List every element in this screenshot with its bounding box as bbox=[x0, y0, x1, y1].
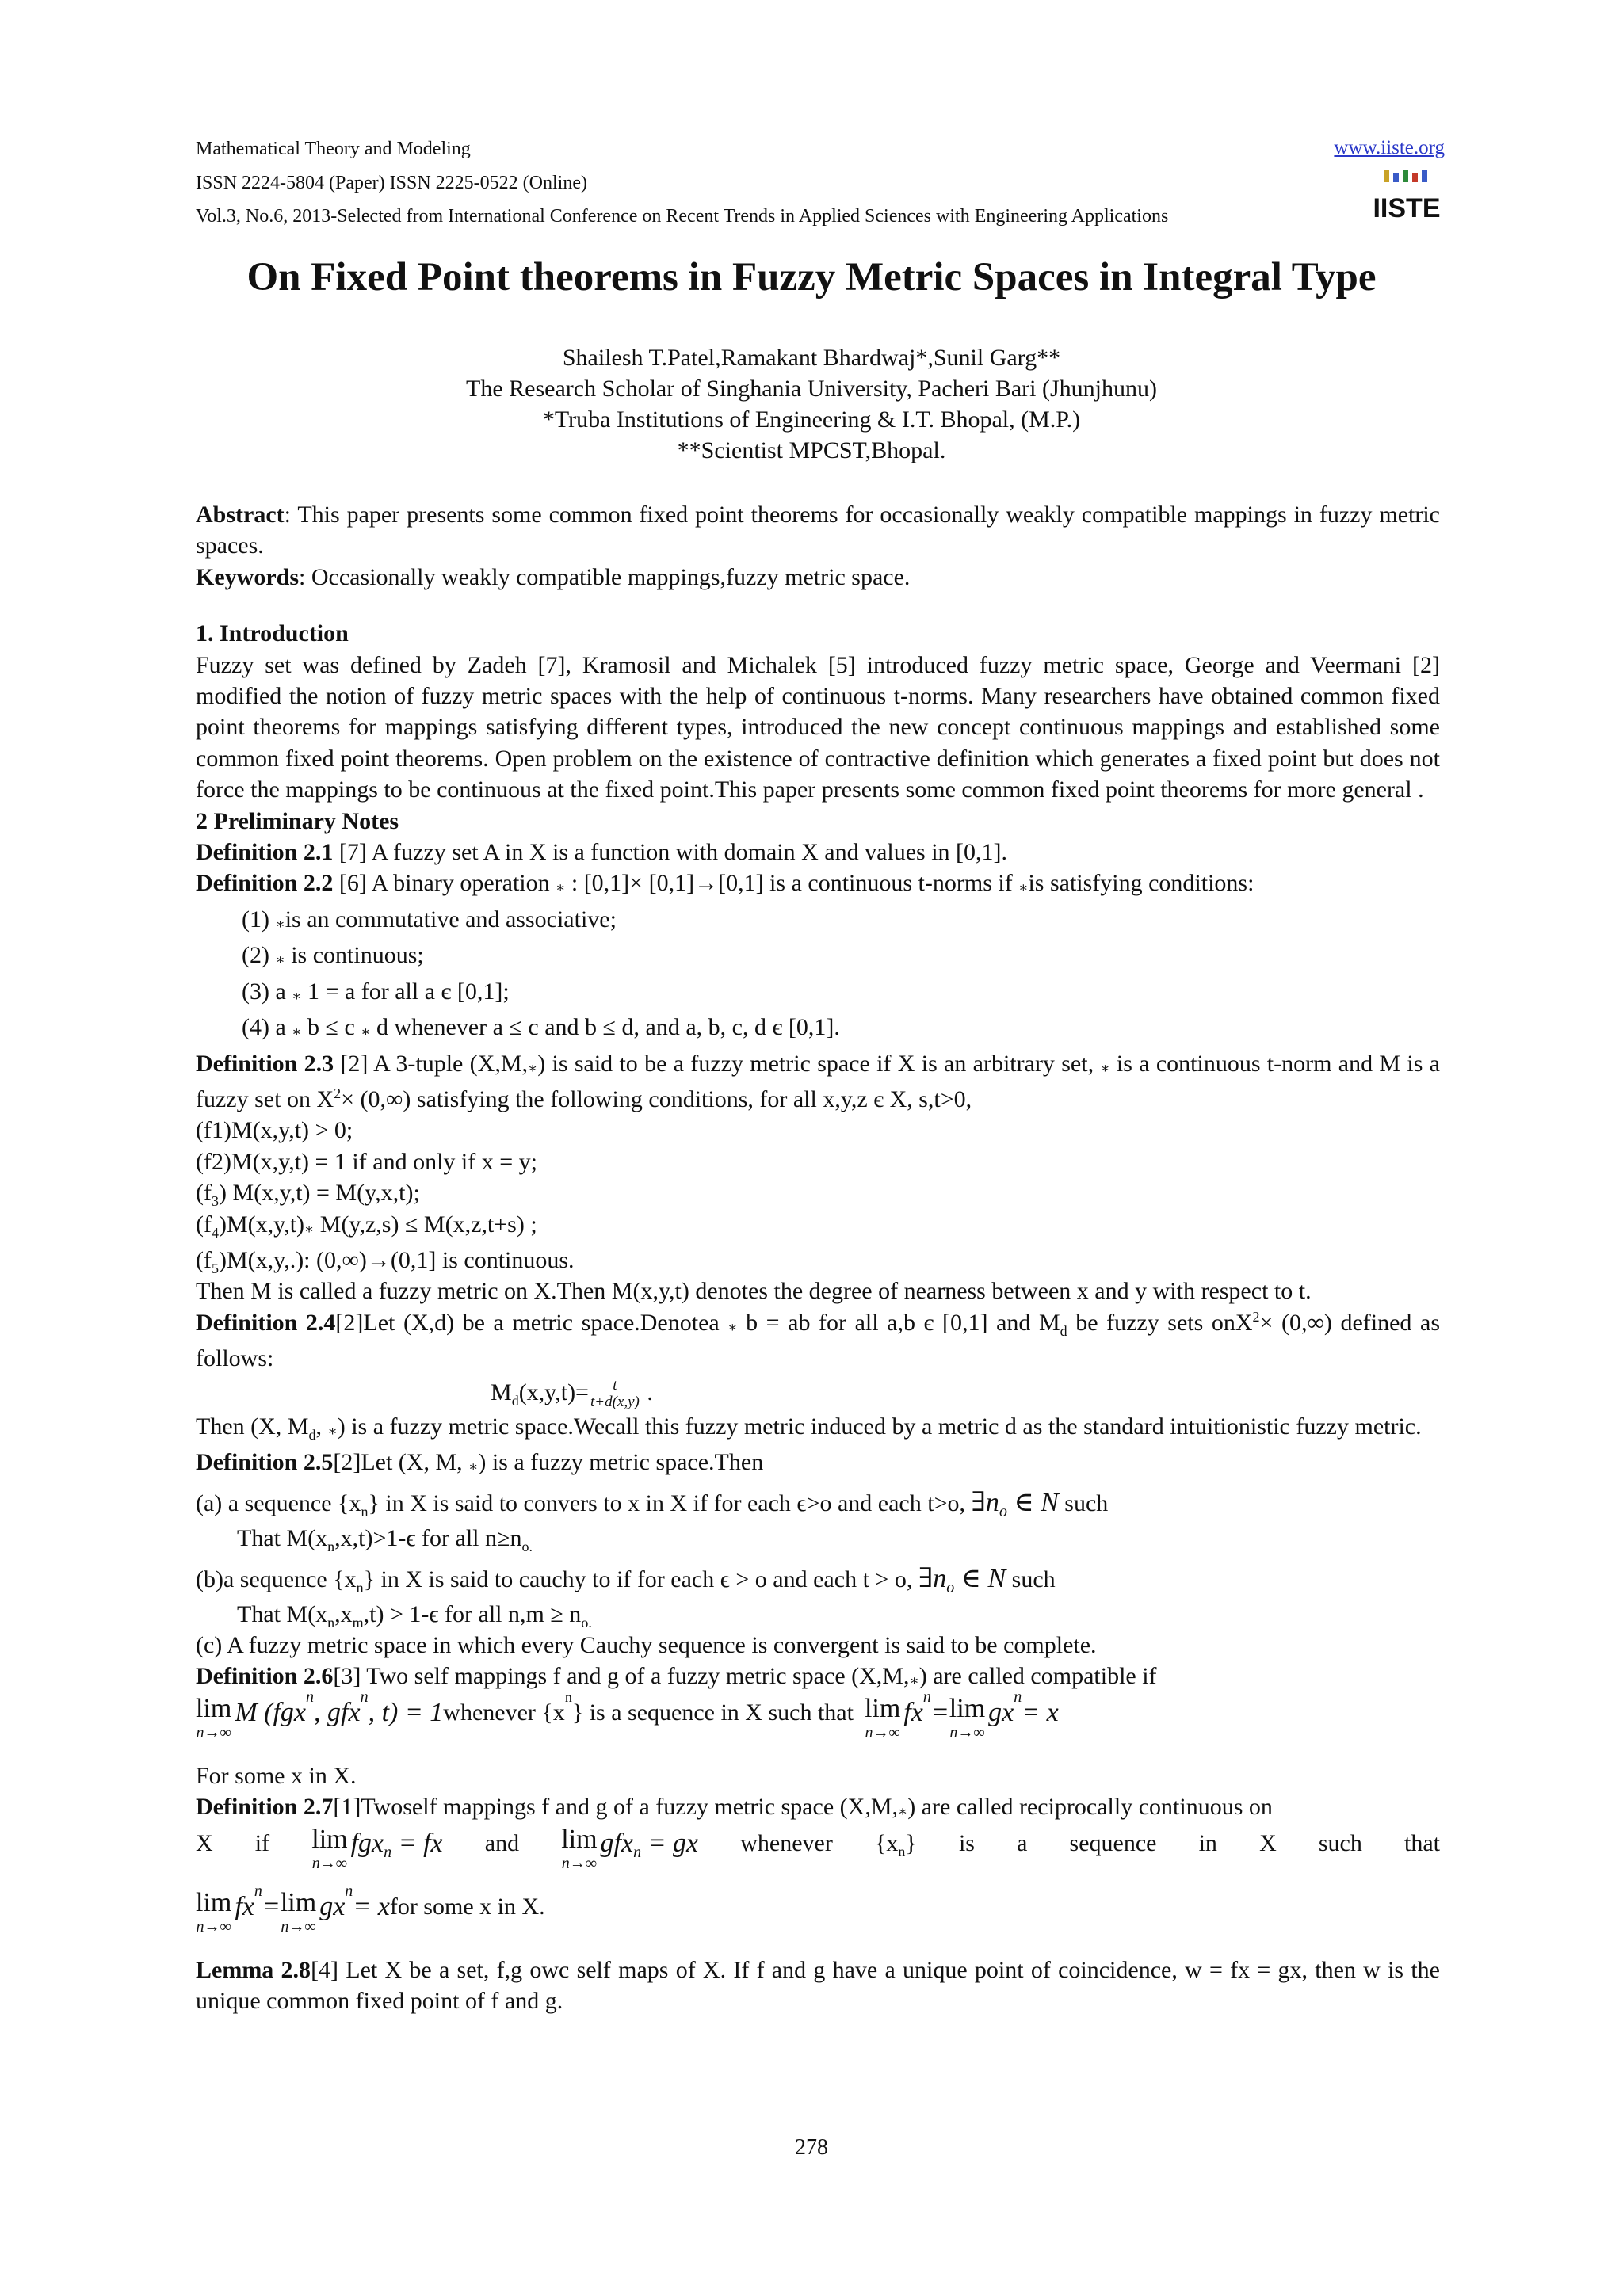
definition-2-7: Definition 2.7[1]Twoself mappings f and g of a fuzzy metric space (X,M,∗) are called reciprocally continuous on bbox=[196, 1794, 1273, 1821]
condition-f2: (f2)M(x,y,t) = 1 if and only if x = y; bbox=[196, 1148, 537, 1175]
definition-2-1: Definition 2.1 [7] A fuzzy set A in X is a function with domain X and values in [0,1]. bbox=[196, 839, 1008, 866]
definition-2-4: Definition 2.4[2]Let (X,d) be a metric space.Denotea ∗ b = ab for all a,b є [0,1] and $M_d$ be fuzzy sets onX$^2$× (0,∞) defined as follows: bbox=[196, 1308, 1441, 1372]
condition-f4: $(f_4)M(x,y,t)∗$ M(y,z,s) ≤ M(x,z,t+s) ; bbox=[196, 1211, 537, 1241]
author-names: Shailesh T.Patel,Ramakant Bhardwaj*,Sunil Garg** bbox=[562, 345, 1061, 371]
definition-2-2: Definition 2.2 [6] A binary operation ∗ : [0,1]× [0,1]→[0,1] is a continuous t-norms if ∗is satisfying conditions: bbox=[196, 870, 1254, 897]
affiliation-3: **Scientist MPCST,Bhopal. bbox=[677, 437, 946, 463]
condition-2: (2) ∗ is continuous; bbox=[242, 942, 424, 969]
formula-reciprocal-2: lim n→∞ fx n = lim n→∞ gx n = x for some x in X. bbox=[196, 1882, 545, 1936]
fuzzy-metric-remark: Then M is called a fuzzy metric on X.Then M(x,y,t) denotes the degree of nearness between x and y with respect to t. bbox=[196, 1278, 1312, 1305]
section-heading-introduction: 1. Introduction bbox=[196, 620, 349, 647]
item-c-complete: (c) A fuzzy metric space in which every Cauchy sequence is convergent is said to be complete. bbox=[196, 1632, 1097, 1658]
journal-url-link[interactable]: www.iiste.org bbox=[1334, 137, 1445, 158]
for-some-x: For some x in X. bbox=[196, 1762, 357, 1789]
author-block bbox=[0, 342, 1623, 466]
definition-2-6: Definition 2.6[3] Two self mappings f and g of a fuzzy metric space (X,M,∗) are called compatible if bbox=[196, 1663, 1157, 1690]
paper-title: On Fixed Point theorems in Fuzzy Metric Spaces in Integral Type bbox=[246, 255, 1377, 299]
formula-md: $M_d(x,y,t)=$ $\frac{t}{t+d(x,y)}$ . bbox=[491, 1377, 653, 1411]
keywords: Keywords: Occasionally weakly compatible mappings,fuzzy metric space. bbox=[196, 563, 911, 590]
issn-line: ISSN 2224-5804 (Paper) ISSN 2225-0522 (Online) bbox=[196, 173, 587, 193]
iiste-logo-icon bbox=[1373, 168, 1441, 227]
item-a-condition: That $M(x_n,x,t)>1-\epsilon$ for all $n\ge n_{o.}$ bbox=[237, 1524, 533, 1554]
condition-f5: $(f_5)M(x,y,.)$: (0,∞)→(0,1] is continuous. bbox=[196, 1246, 575, 1276]
definition-2-3: Definition 2.3 [2] A 3-tuple (X,M,∗) is said to be a fuzzy metric space if X is an arbitrary set, ∗ is a continuous t-norm and M is a fuzzy set on $X^2\times (0,\infty)$ satisfying the following conditions, for all x,y,z є X, s,t>0, bbox=[196, 1050, 1440, 1112]
affiliation-1: The Research Scholar of Singhania University, Pacheri Bari (Jhunjhunu) bbox=[466, 376, 1157, 402]
section-heading-preliminary: 2 Preliminary Notes bbox=[196, 807, 399, 834]
abstract: Abstract: This paper presents some common fixed point theorems for occasionally weakly compatible mappings in fuzzy metric spaces. bbox=[196, 502, 1440, 559]
condition-1: (1) ∗is an commutative and associative; bbox=[242, 906, 617, 933]
volume-line: Vol.3, No.6, 2013-Selected from International Conference on Recent Trends in Applied Sciences with Engineering Applications bbox=[196, 206, 1169, 227]
definition-2-5: Definition 2.5[2]Let (X, M, ∗) is a fuzzy metric space.Then bbox=[196, 1448, 764, 1475]
item-b-cauchy: (b)a sequence $\{x_n\}$ in X is said to cauchy to if for each ϵ > o and each t > o, $\exists n_o$ ∈ N such bbox=[196, 1564, 1056, 1597]
condition-f1: (f1)M(x,y,t) > 0; bbox=[196, 1117, 353, 1144]
affiliation-2: *Truba Institutions of Engineering & I.T. Bhopal, (M.P.) bbox=[542, 406, 1081, 433]
condition-f3: $(f_3) M(x,y,t) = M(y,x,t)$; bbox=[196, 1180, 420, 1210]
item-a-converge: (a) a sequence $\{x_n\}$ in X is said to convers to x in X if for each ϵ>o and each t>o, $\exists n_o$ ∈ N such bbox=[196, 1488, 1109, 1521]
condition-3: (3) a ∗ 1 = a for all a є [0,1]; bbox=[242, 978, 510, 1005]
lemma-2-8: Lemma 2.8[4] Let X be a set, f,g owc self maps of X. If f and g have a unique point of coincidence, w = fx = gx, then w is the unique common fixed point of f and g. bbox=[196, 1956, 1440, 2015]
page-number: 278 bbox=[795, 2135, 828, 2160]
journal-name: Mathematical Theory and Modeling bbox=[196, 139, 471, 159]
svg-text:IISTE: IISTE bbox=[1373, 193, 1441, 223]
condition-4: (4) a ∗ b ≤ c ∗ d whenever a ≤ c and b ≤ d, and a, b, c, d є [0,1]. bbox=[242, 1014, 840, 1041]
formula-compatible: lim n→∞ M (fgx n , gfx n , t) = 1 whenever {x n } is a sequence in X such that lim n→∞ fx n = lim n→∞ gx n = x bbox=[196, 1688, 1059, 1741]
formula-reciprocal-1: X if lim n→∞ fgx$_n$ = fx and lim n→∞ gfx$_n$ = gx whenever $\{x_n\}$ is a sequence in X such that bbox=[196, 1824, 1440, 1872]
introduction-text: Fuzzy set was defined by Zadeh [7], Kramosil and Michalek [5] introduced fuzzy metric space, George and Veermani [2] modified the notion of fuzzy metric spaces with the help of continuous t-norms. Many researchers have obtained common fixed point theorems for mappings satisfying different types, introduced the new concept continuous mappings and established some common fixed point theorems. Open problem on the existence of contractive definition which generates a fixed point but does not force the mappings to be continuous at the fixed point.This paper presents some common fixed point theorems for more general . bbox=[196, 651, 1440, 803]
paper-body bbox=[196, 499, 1440, 2016]
standard-metric-remark: Then (X, $M_d$, ∗) is a fuzzy metric space.Wecall this fuzzy metric induced by a metric d as the standard intuitionistic fuzzy metric. bbox=[196, 1413, 1422, 1443]
item-b-condition: That $M(x_n,x_m,t) > 1-\epsilon$ for all $n,m \ge n_{o.}$ bbox=[237, 1600, 592, 1630]
